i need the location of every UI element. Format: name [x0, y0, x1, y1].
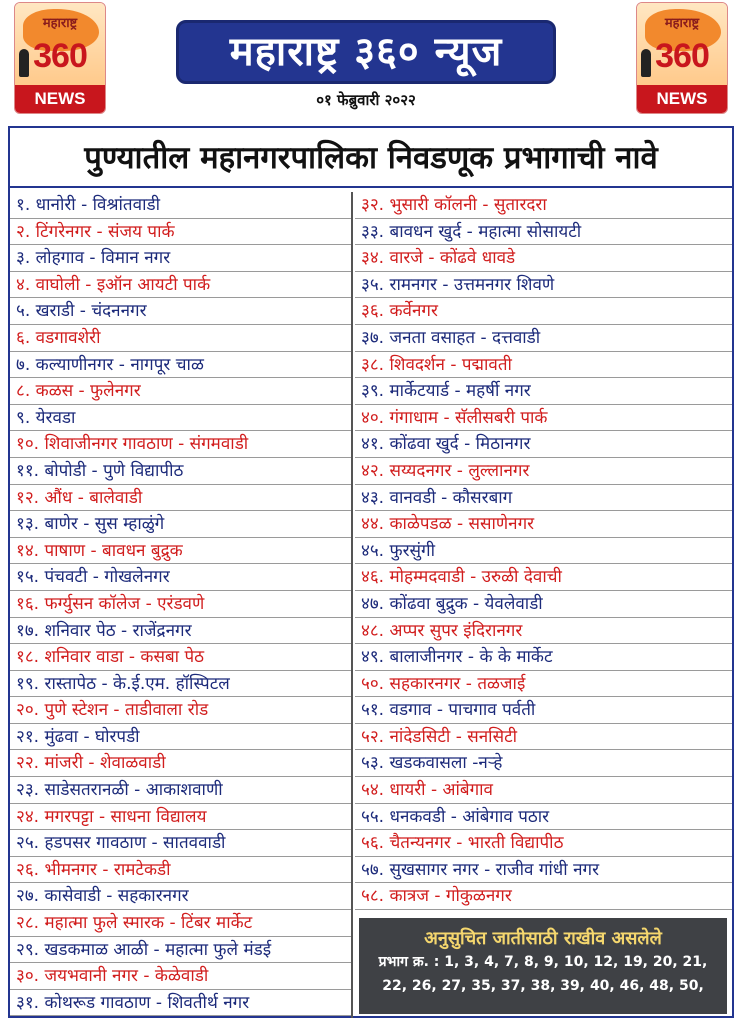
date-text: ०१ फेब्रुवारी २०२२	[316, 91, 416, 109]
list-item: ११. बोपोडी - पुणे विद्यापीठ	[10, 458, 351, 485]
list-item: ६. वडगावशेरी	[10, 325, 351, 352]
list-item: ३८. शिवदर्शन - पद्मावती	[355, 352, 732, 379]
list-item: २. टिंगरेनगर - संजय पार्क	[10, 219, 351, 246]
reserved-wards-box	[359, 918, 727, 1014]
reserved-line-2: 22, 26, 27, 35, 37, 38, 39, 40, 46, 48, 50,	[382, 978, 704, 994]
list-item: १३. बाणेर - सुस म्हाळुंगे	[10, 511, 351, 538]
left-ward-column	[10, 192, 353, 1018]
list-item: १२. औंध - बालेवाडी	[10, 485, 351, 512]
list-item: ४२. सय्यदनगर - लुल्लानगर	[355, 458, 732, 485]
logo-left	[14, 2, 106, 114]
list-item: १८. शनिवार वाडा - कसबा पेठ	[10, 644, 351, 671]
list-item: १६. फर्ग्युसन कॉलेज - एरंडवणे	[10, 591, 351, 618]
list-item: १५. पंचवटी - गोखलेनगर	[10, 564, 351, 591]
list-item: ४९. बालाजीनगर - के के मार्केट	[355, 644, 732, 671]
list-item: १७. शनिवार पेठ - राजेंद्रनगर	[10, 618, 351, 645]
list-item: ४४. काळेपडळ - ससाणेनगर	[355, 511, 732, 538]
list-item: ५६. चैतन्यनगर - भारती विद्यापीठ	[355, 830, 732, 857]
list-item: ४५. फुरसुंगी	[355, 538, 732, 565]
right-ward-column	[355, 192, 732, 910]
list-item: २९. खडकमाळ आळी - महात्मा फुले मंडई	[10, 937, 351, 964]
list-item: ४०. गंगाधाम - सॅलीसबरी पार्क	[355, 405, 732, 432]
list-item: ५८. कात्रज - गोकुळनगर	[355, 883, 732, 910]
reserved-title: अनुसुचित जातीसाठी राखीव असलेले	[424, 928, 662, 949]
list-item: १०. शिवाजीनगर गावठाण - संगमवाडी	[10, 431, 351, 458]
list-item: ५. खराडी - चंदननगर	[10, 298, 351, 325]
list-item: ५२. नांदेडसिटी - सनसिटी	[355, 724, 732, 751]
list-item: ४७. कोंढवा बुद्रुक - येवलेवाडी	[355, 591, 732, 618]
list-item: ३३. बावधन खुर्द - महात्मा सोसायटी	[355, 219, 732, 246]
list-item: १९. रास्तापेठ - के.ई.एम. हॉस्पिटल	[10, 671, 351, 698]
list-item: ४८. अप्पर सुपर इंदिरानगर	[355, 618, 732, 645]
logo-state-text: महाराष्ट्र	[42, 16, 78, 31]
header	[0, 0, 742, 122]
list-item: ५०. सहकारनगर - तळजाई	[355, 671, 732, 698]
list-item: ३७. जनता वसाहत - दत्तवाडी	[355, 325, 732, 352]
list-item: १. धानोरी - विश्रांतवाडी	[10, 192, 351, 219]
list-item: ४३. वानवडी - कौसरबाग	[355, 485, 732, 512]
list-item: २१. मुंढवा - घोरपडी	[10, 724, 351, 751]
list-item: ३. लोहगाव - विमान नगर	[10, 245, 351, 272]
logo-state-text: महाराष्ट्र	[664, 16, 700, 31]
list-item: ३४. वारजे - कोंढवे धावडे	[355, 245, 732, 272]
list-item: २६. भीमनगर - रामटेकडी	[10, 857, 351, 884]
list-item: २०. पुणे स्टेशन - ताडीवाला रोड	[10, 697, 351, 724]
list-item: ३०. जयभवानी नगर - केळेवाडी	[10, 963, 351, 990]
reserved-line-1: प्रभाग क्र. : 1, 3, 4, 7, 8, 9, 10, 12, 19, 20, 21,	[378, 954, 708, 970]
list-item: ५४. धायरी - आंबेगाव	[355, 777, 732, 804]
list-item: ३१. कोथरूड गावठाण - शिवतीर्थ नगर	[10, 990, 351, 1017]
list-item: ५१. वडगाव - पाचगाव पर्वती	[355, 697, 732, 724]
list-item: २७. कासेवाडी - सहकारनगर	[10, 883, 351, 910]
list-item: ३९. मार्केटयार्ड - महर्षी नगर	[355, 378, 732, 405]
list-item: ९. येरवडा	[10, 405, 351, 432]
list-item: २४. मगरपट्टा - साधना विद्यालय	[10, 804, 351, 831]
ward-list-frame	[8, 126, 734, 1018]
list-item: ८. कळस - फुलेनगर	[10, 378, 351, 405]
list-item: २५. हडपसर गावठाण - सातववाडी	[10, 830, 351, 857]
list-item: ५५. धनकवडी - आंबेगाव पठार	[355, 804, 732, 831]
list-item: ५७. सुखसागर नगर - राजीव गांधी नगर	[355, 857, 732, 884]
list-item: २८. महात्मा फुले स्मारक - टिंबर मार्केट	[10, 910, 351, 937]
logo-number: 360	[655, 37, 709, 75]
list-item: ५३. खडकवासला -नऱ्हे	[355, 750, 732, 777]
logo-news-label: NEWS	[637, 85, 727, 113]
logo-right	[636, 2, 728, 114]
list-item: ३५. रामनगर - उत्तमनगर शिवणे	[355, 272, 732, 299]
banner-title: महाराष्ट्र ३६० न्यूज	[176, 20, 556, 84]
list-item: १४. पाषाण - बावधन बुद्रुक	[10, 538, 351, 565]
list-item: २३. साडेसतरानळी - आकाशवाणी	[10, 777, 351, 804]
logo-number: 360	[33, 37, 87, 75]
list-item: ४१. कोंढवा खुर्द - मिठानगर	[355, 431, 732, 458]
list-item: ७. कल्याणीनगर - नागपूर चाळ	[10, 352, 351, 379]
logo-news-label: NEWS	[15, 85, 105, 113]
list-item: ३२. भुसारी कॉलनी - सुतारदरा	[355, 192, 732, 219]
list-item: ३६. कर्वेनगर	[355, 298, 732, 325]
list-item: ४६. मोहम्मदवाडी - उरुळी देवाची	[355, 564, 732, 591]
list-item: ४. वाघोली - इऑन आयटी पार्क	[10, 272, 351, 299]
list-item: २२. मांजरी - शेवाळवाडी	[10, 750, 351, 777]
page-title: पुण्यातील महानगरपालिका निवडणूक प्रभागाची नावे	[10, 128, 732, 188]
